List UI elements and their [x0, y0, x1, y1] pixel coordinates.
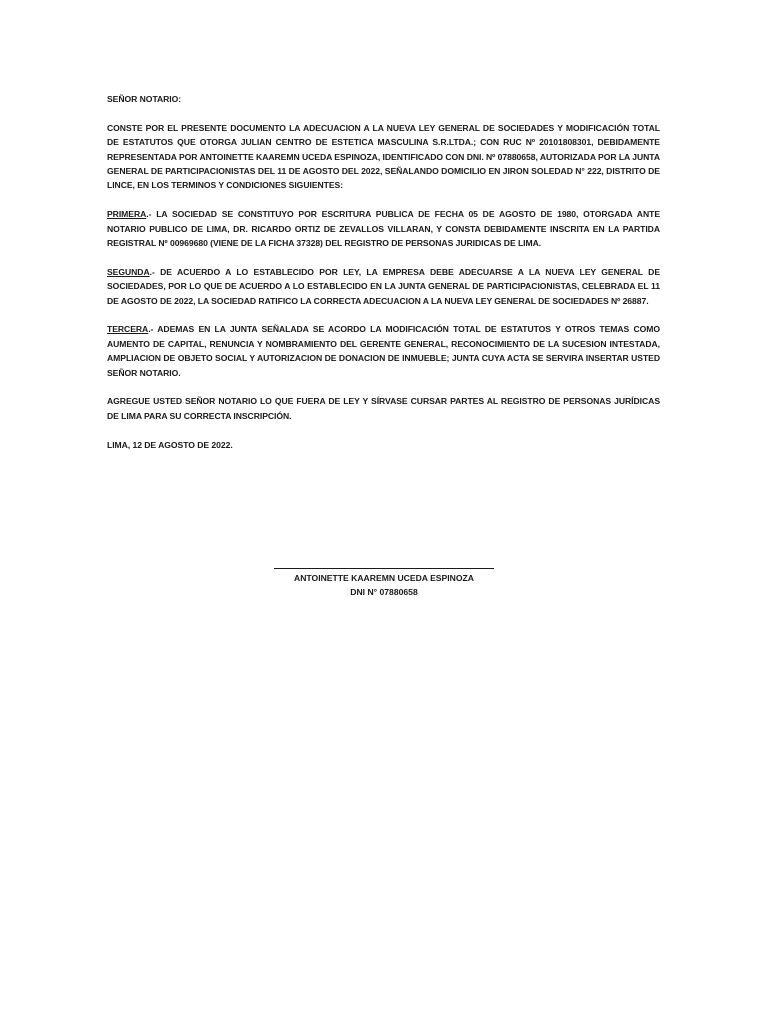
intro-paragraph: CONSTE POR EL PRESENTE DOCUMENTO LA ADECUACION A LA NUEVA LEY GENERAL DE SOCIEDADES Y MODIFICACIÓN TOTAL DE ESTATUTOS QUE OTORGA JULIAN CENTRO DE ESTETICA MASCULINA S.R.LTDA.; CON RUC Nº 20101808301, DEBIDAMENTE REPRESENTADA POR ANTOINETTE KAAREMN UCEDA ESPINOZA, IDENTIFICADO CON DNI. Nº 07880658, AUTORIZADA POR LA JUNTA GENERAL DE PARTICIPACIONISTAS DEL 11 DE AGOSTO DEL 2022, SEÑALANDO DOMICILIO EN JIRON SOLEDAD N° 222, DISTRITO DE LINCE, EN LOS TERMINOS Y CONDICIONES SIGUIENTES:: [107, 122, 660, 191]
clause-text-primera: .- LA SOCIEDAD SE CONSTITUYO POR ESCRITURA PUBLICA DE FECHA 05 DE AGOSTO DE 1980, OTORGADA ANTE NOTARIO PUBLICO DE LIMA, DR. RICARDO ORTIZ DE ZEVALLOS VILLARAN, Y CONSTA DEBIDAMENTE INSCRITA EN LA PARTIDA REGISTRAL Nº 00969680 (VIENE DE LA FICHA 37328) DEL REGISTRO DE PERSONAS JURIDICAS DE LIMA.: [107, 209, 660, 249]
signatory-name: ANTOINETTE KAAREMN UCEDA ESPINOZA: [294, 573, 474, 583]
clause-tercera: [107, 322, 660, 380]
greeting: SEÑOR NOTARIO:: [107, 94, 182, 104]
signatory-id: DNI N° 07880658: [350, 587, 418, 598]
clause-primera: [107, 207, 660, 250]
document-body: [107, 92, 660, 466]
clause-label-segunda: SEGUNDA: [107, 266, 150, 277]
clause-label-tercera: TERCERA: [107, 324, 149, 335]
signature-block: [274, 558, 494, 600]
signature-line: [274, 558, 494, 569]
clause-segunda: [107, 265, 660, 308]
clause-text-tercera: .- ADEMAS EN LA JUNTA SEÑALADA SE ACORDO LA MODIFICACIÓN TOTAL DE ESTATUTOS Y OTROS TEMAS COMO AUMENTO DE CAPITAL, RENUNCIA Y NOMBRAMIENTO DEL GERENTE GENERAL, RECONOCIMIENTO DE LA SUCESION INTESTADA, AMPLIACION DE OBJETO SOCIAL Y AUTORIZACION DE DONACION DE INMUEBLE; JUNTA CUYA ACTA SE SERVIRA INSERTAR USTED SEÑOR NOTARIO.: [107, 324, 660, 378]
place-date: LIMA, 12 DE AGOSTO DE 2022.: [107, 439, 233, 450]
closing-paragraph: AGREGUE USTED SEÑOR NOTARIO LO QUE FUERA DE LEY Y SÍRVASE CURSAR PARTES AL REGISTRO DE PERSONAS JURÍDICAS DE LIMA PARA SU CORRECTA INSCRIPCIÓN.: [107, 396, 660, 421]
clause-label-primera: PRIMERA: [107, 209, 147, 220]
clause-text-segunda: .- DE ACUERDO A LO ESTABLECIDO POR LEY, LA EMPRESA DEBE ADECUARSE A LA NUEVA LEY GENERAL DE SOCIEDADES, POR LO QUE DE ACUERDO A LO ESTABLECIDO EN LA JUNTA GENERAL DE PARTICIPACIONISTAS, CELEBRADA EL 11 DE AGOSTO DE 2022, LA SOCIEDAD RATIFICO LA CORRECTA ADECUACION A LA NUEVA LEY GENERAL DE SOCIEDADES Nº 26887.: [107, 266, 660, 306]
